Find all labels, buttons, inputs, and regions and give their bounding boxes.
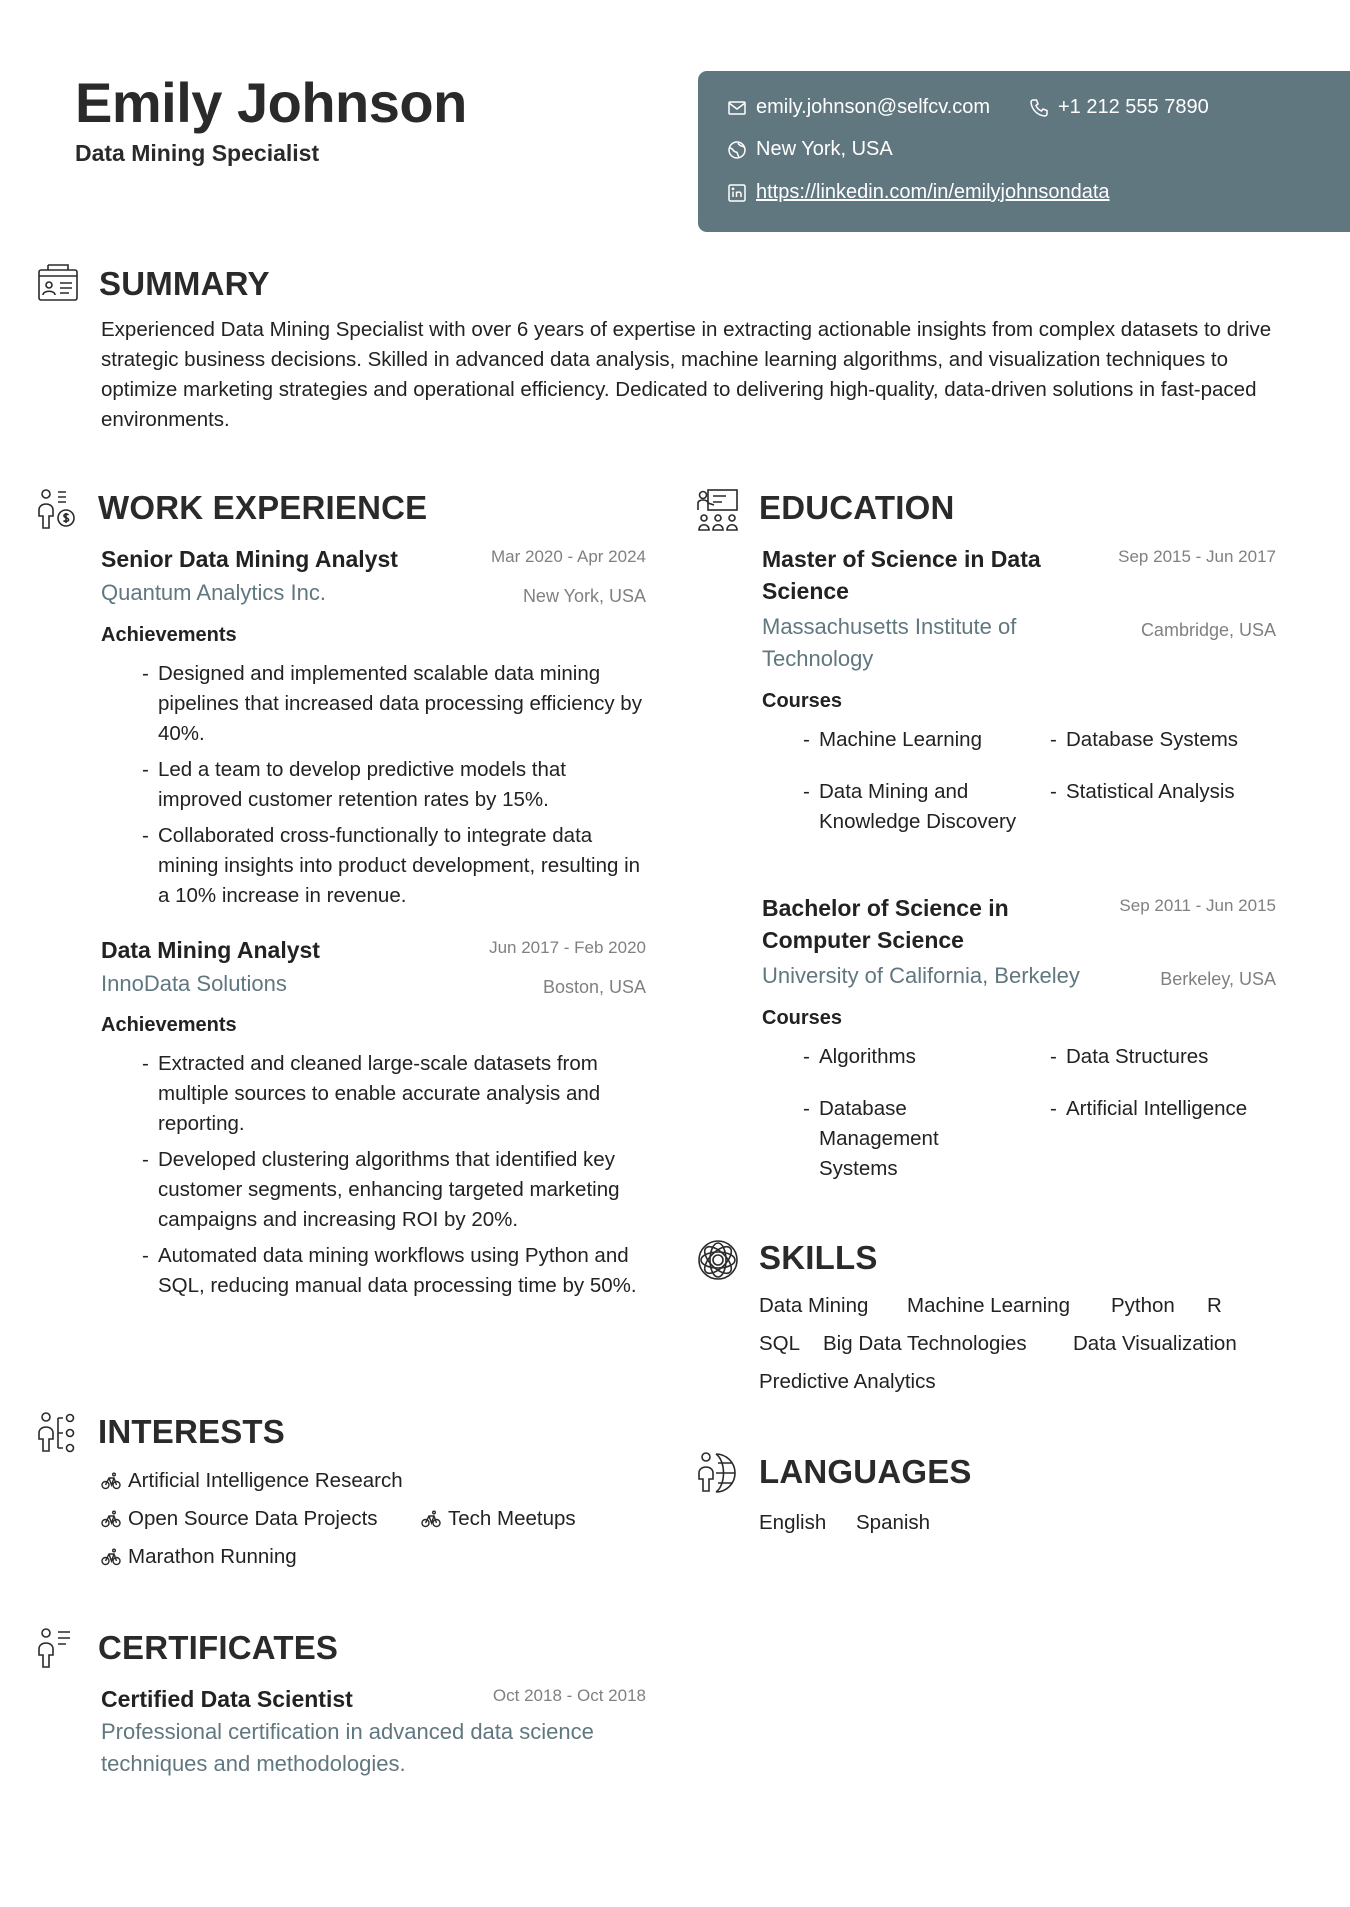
phone-icon [1029, 98, 1049, 118]
contact-linkedin[interactable] [727, 181, 1110, 204]
degree-title: Master of Science in Data Science [762, 546, 1041, 604]
mail-icon [727, 98, 747, 118]
contact-location-text: New York, USA [756, 138, 893, 160]
skill-tag: Machine Learning [907, 1294, 1070, 1317]
job-location: New York, USA [522, 586, 646, 606]
job-company: InnoData Solutions [101, 971, 287, 996]
interest-item [101, 1469, 403, 1493]
degree-dates: Sep 2011 - Jun 2015 [1119, 896, 1276, 915]
language-item: Spanish [856, 1511, 931, 1534]
achievement-item: - Led a team to develop predictive models that improved customer retention rates by 15%. [142, 755, 652, 815]
school-location: Berkeley, USA [1160, 969, 1276, 989]
certificates-title: CERTIFICATES [98, 1629, 339, 1666]
id-card-icon [36, 262, 80, 306]
job-location: Boston, USA [542, 977, 646, 997]
job-dates: Mar 2020 - Apr 2024 [491, 547, 646, 566]
certificate-description: Professional certification in advanced data science techniques and methodologies. [101, 1719, 594, 1776]
skill-tag: R [1207, 1294, 1222, 1317]
bike-icon [101, 1509, 121, 1529]
interests-icon [36, 1411, 80, 1455]
interest-label: Artificial Intelligence Research [128, 1469, 403, 1492]
course-item: - Database Systems [1050, 725, 1296, 755]
contact-linkedin-link[interactable]: https://linkedin.com/in/emilyjohnsondata [756, 181, 1110, 203]
courses-label: Courses [762, 1007, 843, 1029]
skills-title: SKILLS [759, 1239, 878, 1276]
work-icon [36, 488, 80, 532]
achievements-label: Achievements [101, 1014, 237, 1036]
achievements-label: Achievements [101, 624, 237, 646]
course-item: - Database Management Systems [803, 1094, 979, 1184]
languages-title: LANGUAGES [759, 1453, 972, 1490]
candidate-role: Data Mining Specialist [75, 140, 320, 166]
contact-panel [698, 71, 1350, 232]
skill-tag: Data Visualization [1073, 1332, 1237, 1355]
degree-title: Bachelor of Science in Computer Science [762, 895, 1009, 953]
achievement-item: - Collaborated cross-functionally to integrate data mining insights into product development, resulting in a 10% increase in revenue. [142, 821, 652, 911]
contact-location [727, 138, 893, 161]
globe-icon [727, 140, 747, 160]
course-item: - Data Structures [1050, 1042, 1296, 1072]
languages-icon [696, 1451, 740, 1495]
job-company: Quantum Analytics Inc. [101, 580, 326, 605]
school-name: University of California, Berkeley [762, 963, 1080, 988]
skills-icon [696, 1238, 740, 1282]
job-dates: Jun 2017 - Feb 2020 [489, 938, 646, 957]
achievements-list [142, 659, 652, 917]
contact-email[interactable] [727, 96, 990, 119]
contact-phone[interactable] [1029, 96, 1209, 119]
school-name: Massachusetts Institute of Technology [762, 614, 1017, 671]
course-item: - Algorithms [803, 1042, 1019, 1072]
course-item: - Machine Learning [803, 725, 1019, 755]
summary-text: Experienced Data Mining Specialist with over 6 years of expertise in extracting actionable insights from complex datasets to drive strategic business decisions. Skilled in advanced data analysis, machine learning algorithms, and visualization techniques to optimize marketing strategies and operational efficiency. Dedicated to delivering high-quality, data-driven solutions in fast-paced environments. [101, 318, 1272, 431]
skill-tag: Predictive Analytics [759, 1370, 936, 1393]
achievement-item: - Automated data mining workflows using Python and SQL, reducing manual data processing time by 50%. [142, 1241, 652, 1301]
summary-title: SUMMARY [99, 265, 270, 302]
skill-tag: Python [1111, 1294, 1175, 1317]
interests-title: INTERESTS [98, 1413, 285, 1450]
course-item: - Statistical Analysis [1050, 777, 1296, 807]
interest-label: Tech Meetups [448, 1507, 576, 1530]
language-item: English [759, 1511, 827, 1534]
job-title: Senior Data Mining Analyst [101, 546, 398, 572]
certificate-name: Certified Data Scientist [101, 1686, 353, 1712]
work-title: WORK EXPERIENCE [98, 489, 428, 526]
linkedin-icon [727, 183, 747, 203]
contact-phone-text: +1 212 555 7890 [1058, 96, 1209, 118]
achievement-item: - Extracted and cleaned large-scale datasets from multiple sources to enable accurate analysis and reporting. [142, 1049, 652, 1139]
interest-item [101, 1545, 297, 1569]
education-title: EDUCATION [759, 489, 955, 526]
candidate-name: Emily Johnson [75, 71, 467, 134]
job-title: Data Mining Analyst [101, 937, 320, 963]
achievements-list [142, 1049, 652, 1307]
contact-email-text: emily.johnson@selfcv.com [756, 96, 991, 118]
skill-tag: SQL [759, 1332, 801, 1355]
achievement-item: - Developed clustering algorithms that identified key customer segments, enhancing targeted marketing campaigns and increasing ROI by 20%. [142, 1145, 652, 1235]
achievement-item: - Designed and implemented scalable data mining pipelines that increased data processing efficiency by 40%. [142, 659, 652, 749]
skill-tag: Big Data Technologies [823, 1332, 1027, 1355]
school-location: Cambridge, USA [1140, 620, 1276, 640]
interest-item [101, 1507, 378, 1531]
interest-label: Marathon Running [128, 1545, 297, 1568]
bike-icon [101, 1471, 121, 1491]
course-item: - Data Mining and Knowledge Discovery [803, 777, 1019, 837]
courses-label: Courses [762, 690, 843, 712]
education-icon [696, 488, 740, 532]
degree-dates: Sep 2015 - Jun 2017 [1118, 547, 1276, 566]
interest-label: Open Source Data Projects [128, 1507, 378, 1530]
certificate-icon [36, 1627, 80, 1671]
course-item: - Artificial Intelligence [1050, 1094, 1296, 1124]
skill-tag: Data Mining [759, 1294, 869, 1317]
interest-item [421, 1507, 576, 1531]
bike-icon [101, 1547, 121, 1567]
certificate-dates: Oct 2018 - Oct 2018 [492, 1686, 646, 1705]
bike-icon [421, 1509, 441, 1529]
